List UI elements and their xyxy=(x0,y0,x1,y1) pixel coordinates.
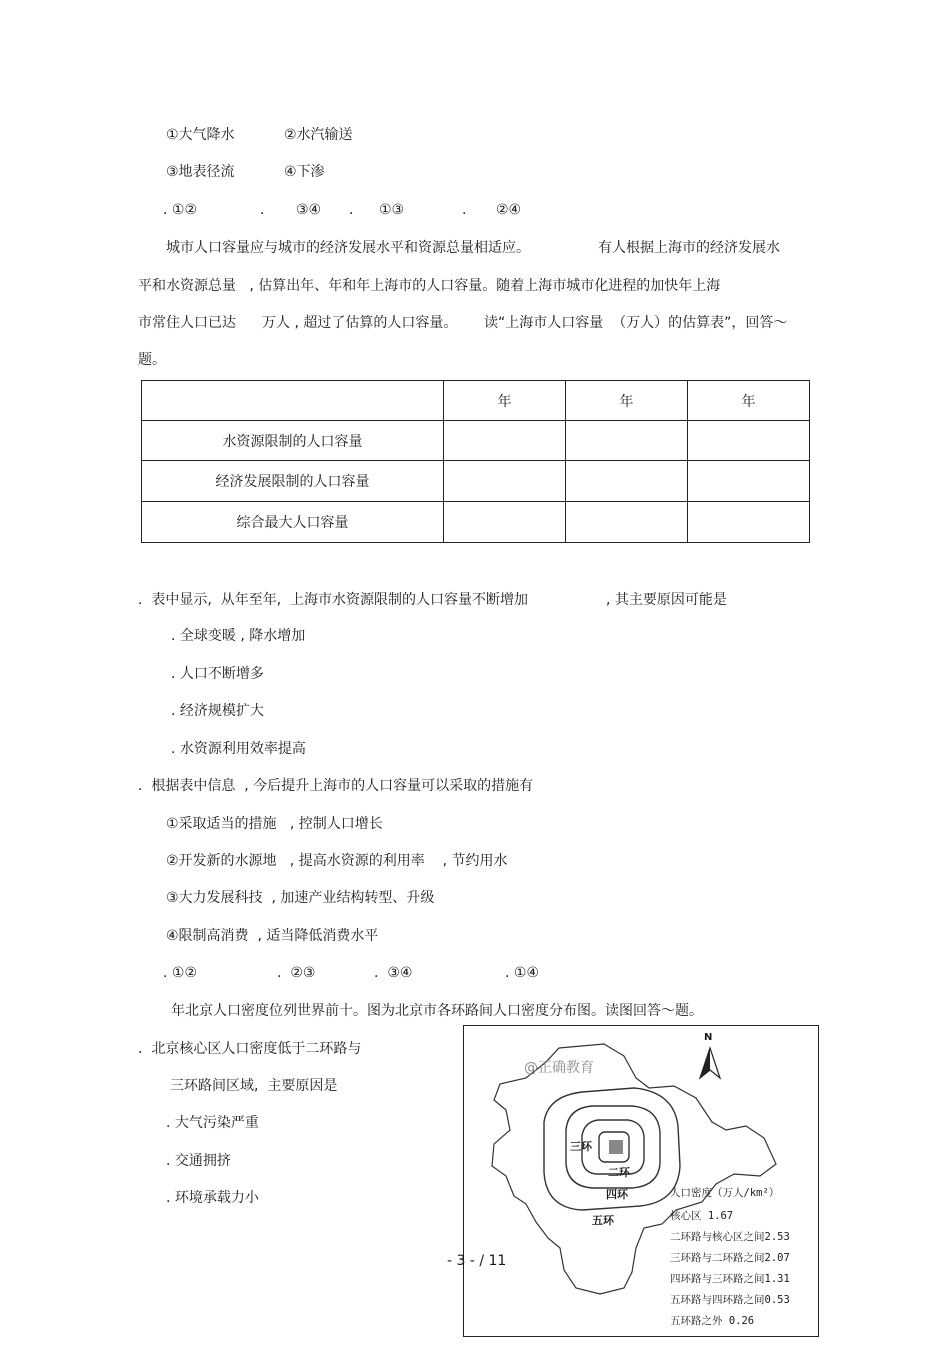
row-label: 水资源限制的人口容量 xyxy=(142,421,444,461)
intro-line-4: 题。 xyxy=(138,352,166,368)
intro-line-1a: 城市人口容量应与城市的经济发展水平和资源总量相适应。 xyxy=(166,240,530,256)
table-header-cell: 年 xyxy=(444,381,566,421)
beijing-density-map xyxy=(463,1025,819,1337)
ring-label-3: 三环 xyxy=(570,1140,592,1153)
legend-item: 五环路与四环路之间0.53 xyxy=(670,1294,790,1306)
row-label: 综合最大人口容量 xyxy=(142,502,444,543)
q1-option-a: . 全球变暖 , 降水增加 xyxy=(171,628,306,644)
q2-choice: . ③④ xyxy=(374,965,413,981)
ring-label-4: 四环 xyxy=(606,1188,628,1201)
choice: ③④ xyxy=(296,202,322,218)
intro-line-3b: 万人 , 超过了估算的人口容量。 xyxy=(262,315,458,331)
table-cell xyxy=(444,502,566,543)
choice: ①③ xyxy=(379,202,405,218)
legend-item: 五环路之外 0.26 xyxy=(670,1315,755,1327)
option-1: ①大气降水 xyxy=(166,127,235,143)
table-cell xyxy=(566,421,688,461)
choice-dot: . xyxy=(462,202,467,218)
q1-option-b: . 人口不断增多 xyxy=(171,666,264,682)
choice-dot: . xyxy=(260,202,265,218)
q3-stem-1: . 北京核心区人口密度低于二环路与 xyxy=(138,1041,362,1057)
q1-stem-b: , 其主要原因可能是 xyxy=(606,592,727,608)
legend-title: 人口密度（万人/km²） xyxy=(670,1187,780,1199)
choice-dot: . xyxy=(349,202,354,218)
ring-label-5: 五环 xyxy=(592,1214,614,1227)
q1-stem-a: . 表中显示, 从年至年, 上海市水资源限制的人口容量不断增加 xyxy=(138,592,529,608)
option-3: ③地表径流 xyxy=(166,164,235,180)
table-row xyxy=(142,502,810,543)
q1-option-c: . 经济规模扩大 xyxy=(171,703,264,719)
map-watermark: @正确教育 xyxy=(524,1060,594,1076)
legend-item: 三环路与二环路之间2.07 xyxy=(670,1252,790,1264)
table-header-cell: 年 xyxy=(688,381,810,421)
q3-option-a: . 大气污染严重 xyxy=(166,1115,259,1131)
q3-stem-2: 三环路间区域, 主要原因是 xyxy=(170,1078,338,1094)
page-number: - 3 - / 11 xyxy=(447,1253,507,1269)
table-header-cell xyxy=(142,381,444,421)
map-drawing xyxy=(464,1026,819,1337)
choice: ②④ xyxy=(496,202,522,218)
table-header-row xyxy=(142,381,810,421)
table-row xyxy=(142,421,810,461)
intro-line-1b: 有人根据上海市的经济发展水 xyxy=(598,240,780,256)
option-2: ②水汽输送 xyxy=(284,127,353,143)
core-area xyxy=(609,1140,623,1154)
legend-item: 核心区 1.67 xyxy=(670,1210,734,1222)
table-cell xyxy=(566,502,688,543)
q2-choice: . ①② xyxy=(163,965,198,981)
table-row xyxy=(142,461,810,502)
q2-item-1: ①采取适当的措施 , 控制人口增长 xyxy=(166,816,383,832)
q2-item-3: ③大力发展科技 , 加速产业结构转型、升级 xyxy=(166,890,435,906)
option-4: ④下渗 xyxy=(284,164,325,180)
intro-line-3c: 读“上海市人口容量 （万人）的估算表”，回答～ xyxy=(484,315,788,331)
table-cell xyxy=(566,461,688,502)
table-cell xyxy=(688,421,810,461)
north-label: N xyxy=(704,1032,713,1043)
table-cell xyxy=(688,461,810,502)
intro-line-3a: 市常住人口已达 xyxy=(138,315,236,331)
intro-line-2: 平和水资源总量 , 估算出年、年和年上海市的人口容量。随着上海市城市化进程的加快年上海 xyxy=(138,278,721,294)
q2-choice: . ①④ xyxy=(505,965,540,981)
ring-label-2: 二环 xyxy=(608,1166,630,1179)
q2-item-2: ②开发新的水源地 , 提高水资源的利用率 , 节约用水 xyxy=(166,853,508,869)
row-label: 经济发展限制的人口容量 xyxy=(142,461,444,502)
choice: . ①② xyxy=(163,202,198,218)
q3-option-c: . 环境承载力小 xyxy=(166,1190,259,1206)
table-cell xyxy=(688,502,810,543)
q2-stem: . 根据表中信息 , 今后提升上海市的人口容量可以采取的措施有 xyxy=(138,778,534,794)
q1-option-d: . 水资源利用效率提高 xyxy=(171,741,306,757)
beijing-intro: 年北京人口密度位列世界前十。图为北京市各环路间人口密度分布图。读图回答～题。 xyxy=(171,1003,703,1019)
legend-item: 二环路与核心区之间2.53 xyxy=(670,1231,790,1243)
capacity-table xyxy=(141,380,810,543)
q2-choice: . ②③ xyxy=(277,965,316,981)
table-header-cell: 年 xyxy=(566,381,688,421)
table-cell xyxy=(444,461,566,502)
q2-item-4: ④限制高消费 , 适当降低消费水平 xyxy=(166,928,379,944)
legend-item: 四环路与三环路之间1.31 xyxy=(670,1273,790,1285)
q3-option-b: . 交通拥挤 xyxy=(166,1153,231,1169)
table-cell xyxy=(444,421,566,461)
